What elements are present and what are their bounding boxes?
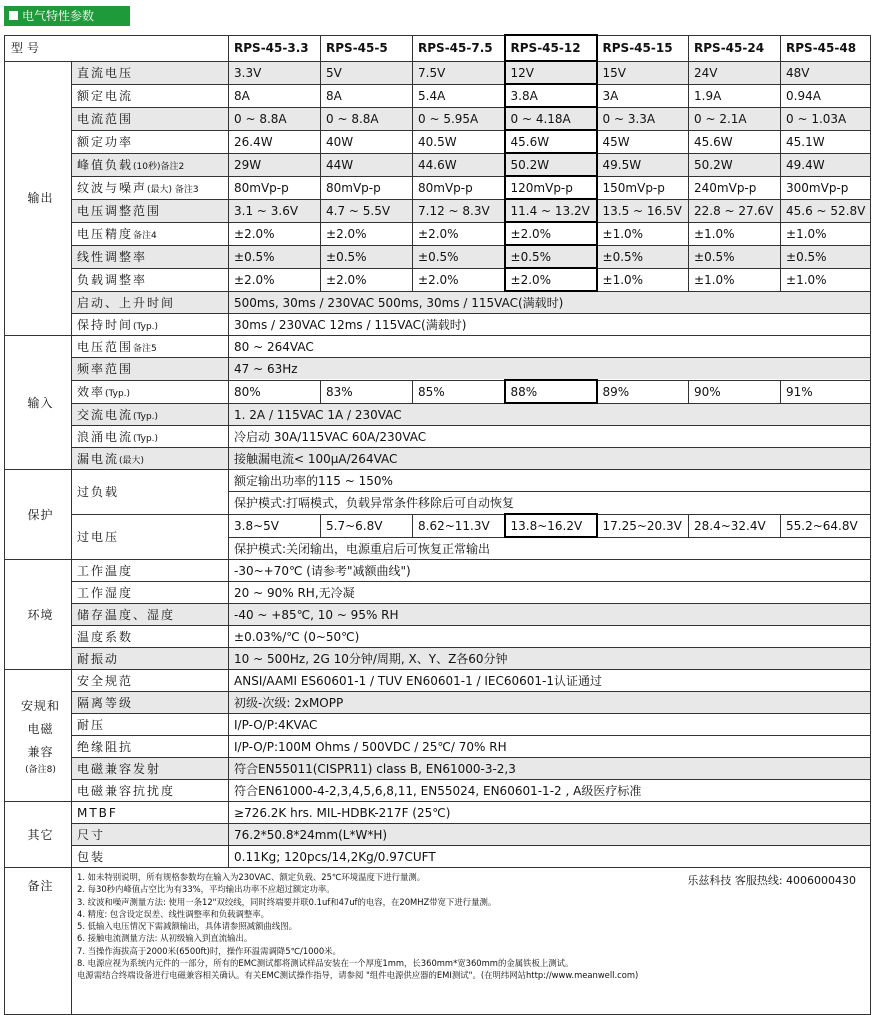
leakage-current-value: 接触漏电流< 100μA/264VAC [229, 448, 871, 470]
rated-power-value: 45W [597, 130, 689, 153]
current-range-value: 0 ~ 4.18A [505, 107, 597, 130]
packing-label-text: 包装 [77, 850, 106, 864]
table-row [5, 153, 871, 176]
model-header: RPS-45-5 [321, 35, 413, 61]
efficiency-value: 90% [689, 380, 781, 403]
withstand-voltage-label-text: 耐压 [77, 718, 106, 732]
group-environment: 环境 [5, 560, 72, 670]
safety-standards-label [72, 670, 229, 692]
rated-current-value: 8A [321, 84, 413, 107]
load-regulation-value: ±2.0% [321, 268, 413, 291]
group-safety-note: (备注8) [25, 765, 56, 775]
adjust-range-label-text: 电压调整范围 [77, 204, 162, 218]
table-row [5, 692, 871, 714]
table-row [5, 626, 871, 648]
peak-load-value: 49.4W [781, 153, 871, 176]
current-range-value: 0 ~ 8.8A [321, 107, 413, 130]
mtbf-value: ≥726.2K hrs. MIL-HDBK-217F (25℃) [229, 802, 871, 824]
table-row [5, 245, 871, 268]
overvoltage-label-text: 过电压 [77, 530, 120, 545]
note-line: 5. 低输入电压情况下需减额输出，具体请参照减额曲线图。 [77, 921, 298, 932]
peak-load-label-text: 峰值负载 [77, 158, 134, 172]
current-range-value: 0 ~ 3.3A [597, 107, 689, 130]
efficiency-value: 85% [413, 380, 505, 403]
table-row [5, 514, 871, 537]
adjust-range-value: 13.5 ~ 16.5V [597, 199, 689, 222]
rated-current-value: 1.9A [689, 84, 781, 107]
dc-voltage-label-text: 直流电压 [77, 66, 134, 80]
ripple-noise-value: 240mVp-p [689, 176, 781, 199]
frequency-range-label [72, 358, 229, 381]
adjust-range-value: 11.4 ~ 13.2V [505, 199, 597, 222]
storage-temp-label-text: 储存温度、湿度 [77, 608, 176, 622]
efficiency-label-text: 效率 [77, 385, 106, 399]
ripple-noise-value: 120mVp-p [505, 176, 597, 199]
overload-range: 额定输出功率的115 ~ 150% [229, 470, 871, 492]
overvoltage-value: 13.8~16.2V [505, 514, 597, 537]
voltage-tolerance-value: ±2.0% [505, 222, 597, 245]
group-output: 输出 [5, 61, 72, 336]
line-regulation-value: ±0.5% [505, 245, 597, 268]
voltage-tolerance-value: ±1.0% [781, 222, 871, 245]
table-row [5, 314, 871, 336]
model-header: RPS-45-15 [597, 35, 689, 61]
rated-current-value: 8A [229, 84, 321, 107]
dimension-label [72, 824, 229, 846]
table-row [5, 35, 871, 61]
voltage-tolerance-label-text: 电压精度 [77, 227, 134, 241]
voltage-tolerance-label [72, 222, 229, 245]
rated-power-label [72, 130, 229, 153]
working-temp-value: -30~+70℃ (请参考"减额曲线") [229, 560, 871, 582]
rated-power-value: 40.5W [413, 130, 505, 153]
notes-content [72, 868, 871, 1015]
model-header: RPS-45-48 [781, 35, 871, 61]
adjust-range-value: 45.6 ~ 52.8V [781, 199, 871, 222]
inrush-current-value: 冷启动 30A/115VAC 60A/230VAC [229, 426, 871, 448]
rated-current-label [72, 84, 229, 107]
rated-power-label-text: 额定功率 [77, 135, 134, 149]
packing-value: 0.11Kg; 120pcs/14,2Kg/0.97CUFT [229, 846, 871, 868]
ripple-noise-label [72, 176, 229, 199]
overvoltage-label [72, 514, 229, 560]
peak-load-value: 44W [321, 153, 413, 176]
line-regulation-value: ±0.5% [229, 245, 321, 268]
leakage-current-label-text: 漏电流 [77, 452, 120, 466]
group-safety-line: 安规和 [20, 699, 60, 713]
isolation-level-label-text: 隔离等级 [77, 696, 134, 710]
group-safety-emc [5, 670, 72, 802]
dc-voltage-value: 12V [505, 61, 597, 84]
note-line: 3. 纹波和噪声测量方法: 使用一条12"双绞线，同时终端要并联0.1uf和47uf的电容，在20MHZ带宽下进行量测。 [77, 896, 497, 907]
current-range-value: 0 ~ 1.03A [781, 107, 871, 130]
section-header [4, 6, 130, 26]
emc-emission-label-text: 电磁兼容发射 [77, 762, 162, 776]
ripple-noise-value: 300mVp-p [781, 176, 871, 199]
current-range-label [72, 107, 229, 130]
note-line: 6. 接触电流测量方法: 从初级输入到直流输出。 [77, 933, 253, 944]
model-header: RPS-45-24 [689, 35, 781, 61]
model-header: RPS-45-12 [505, 35, 597, 61]
table-row [5, 648, 871, 670]
load-regulation-value: ±2.0% [505, 268, 597, 291]
current-range-value: 0 ~ 2.1A [689, 107, 781, 130]
table-row [5, 130, 871, 153]
inrush-current-label-text: 浪涌电流 [77, 430, 134, 444]
rated-power-value: 45.6W [505, 130, 597, 153]
isolation-resistance-label-text: 绝缘阻抗 [77, 740, 134, 754]
emc-immunity-value: 符合EN61000-4-2,3,4,5,6,8,11, EN55024, EN60601-1-2 , A级医疗标准 [229, 780, 871, 802]
working-humidity-label [72, 582, 229, 604]
peak-load-label [72, 153, 229, 176]
working-humidity-label-text: 工作湿度 [77, 586, 134, 600]
load-regulation-value: ±2.0% [413, 268, 505, 291]
section-title: 电气特性参数 [22, 9, 95, 23]
dc-voltage-value: 3.3V [229, 61, 321, 84]
overvoltage-value: 55.2~64.8V [781, 514, 871, 537]
voltage-tolerance-value: ±2.0% [321, 222, 413, 245]
table-row [5, 358, 871, 381]
ac-current-label-sub: (Typ.) [133, 411, 159, 422]
dc-voltage-value: 15V [597, 61, 689, 84]
overload-label-text: 过负载 [77, 485, 120, 500]
table-row [5, 560, 871, 582]
emc-emission-value: 符合EN55011(CISPR11) class B, EN61000-3-2,3 [229, 758, 871, 780]
vibration-label [72, 648, 229, 670]
voltage-tolerance-value: ±2.0% [229, 222, 321, 245]
peak-load-value: 50.2W [689, 153, 781, 176]
inrush-current-label [72, 426, 229, 448]
overvoltage-value: 3.8~5V [229, 514, 321, 537]
note-line: 1. 如未特别说明，所有规格参数均在输入为230VAC、额定负载、25℃环境温度下进行量测。 [77, 872, 426, 882]
line-regulation-value: ±0.5% [689, 245, 781, 268]
overload-mode: 保护模式:打嗝模式，负载异常条件移除后可自动恢复 [229, 492, 871, 515]
table-row [5, 670, 871, 692]
current-range-value: 0 ~ 8.8A [229, 107, 321, 130]
note-line: 8. 电源应视为系统内元件的一部分，所有的EMC测试都将测试样品安装在一个厚度1mm，长360mm*宽360mm的金属铁板上测试。 [77, 958, 574, 969]
voltage-tolerance-value: ±2.0% [413, 222, 505, 245]
note-line: 4. 精度: 包含设定误差、线性调整率和负载调整率。 [77, 908, 270, 919]
table-row [5, 802, 871, 824]
table-row [5, 336, 871, 358]
table-row [5, 380, 871, 403]
ac-current-label-text: 交流电流 [77, 407, 134, 422]
line-regulation-label [72, 245, 229, 268]
table-row [5, 868, 871, 1015]
group-safety-line: 电磁 [27, 722, 54, 736]
table-row [5, 604, 871, 626]
emc-immunity-label-text: 电磁兼容抗扰度 [77, 784, 176, 798]
ac-current-label [72, 403, 229, 426]
rated-power-value: 45.6W [689, 130, 781, 153]
packing-label [72, 846, 229, 868]
input-voltage-range-label-sub: 备注5 [133, 344, 157, 354]
adjust-range-value: 4.7 ~ 5.5V [321, 199, 413, 222]
table-row [5, 199, 871, 222]
table-row [5, 582, 871, 604]
table-row [5, 758, 871, 780]
storage-temp-value: -40 ~ +85℃, 10 ~ 95% RH [229, 604, 871, 626]
overvoltage-value: 5.7~6.8V [321, 514, 413, 537]
inrush-current-label-sub: (Typ.) [133, 434, 159, 444]
input-voltage-range-label [72, 336, 229, 358]
peak-load-value: 44.6W [413, 153, 505, 176]
table-row [5, 448, 871, 470]
withstand-voltage-label [72, 714, 229, 736]
load-regulation-label-text: 负载调整率 [77, 273, 148, 287]
isolation-level-label [72, 692, 229, 714]
line-regulation-value: ±0.5% [413, 245, 505, 268]
emc-emission-label [72, 758, 229, 780]
adjust-range-value: 7.12 ~ 8.3V [413, 199, 505, 222]
line-regulation-value: ±0.5% [597, 245, 689, 268]
dimension-value: 76.2*50.8*24mm(L*W*H) [229, 824, 871, 846]
table-row [5, 470, 871, 492]
table-row [5, 736, 871, 758]
vibration-value: 10 ~ 500Hz, 2G 10分钟/周期, X、Y、Z各60分钟 [229, 648, 871, 670]
adjust-range-label [72, 199, 229, 222]
frequency-range-label-text: 频率范围 [77, 362, 134, 377]
efficiency-value: 89% [597, 380, 689, 403]
overvoltage-value: 8.62~11.3V [413, 514, 505, 537]
load-regulation-value: ±1.0% [781, 268, 871, 291]
isolation-resistance-label [72, 736, 229, 758]
overvoltage-value: 17.25~20.3V [597, 514, 689, 537]
dc-voltage-value: 7.5V [413, 61, 505, 84]
note-line: 电源需结合终端设备进行电磁兼容相关确认。有关EMC测试操作指导，请参阅 "组件电源供应器的EMI测试"。(在明纬网站http://www.meanwell.com) [77, 970, 639, 981]
rated-power-value: 45.1W [781, 130, 871, 153]
mtbf-label [72, 802, 229, 824]
ripple-noise-label-sub: (最大) 备注3 [147, 185, 199, 195]
group-input: 输入 [5, 336, 72, 470]
table-row [5, 403, 871, 426]
model-header: RPS-45-7.5 [413, 35, 505, 61]
efficiency-value: 91% [781, 380, 871, 403]
peak-load-label-sub: (10秒)备注2 [133, 162, 185, 172]
voltage-tolerance-label-sub: 备注4 [133, 231, 157, 241]
ripple-noise-value: 80mVp-p [229, 176, 321, 199]
overvoltage-mode: 保护模式:关闭输出，电源重启后可恢复正常输出 [229, 537, 871, 560]
note-line: 2. 每30秒内峰值占空比为有33%，平均输出功率不应超过额定功率。 [77, 884, 335, 895]
rated-current-value: 5.4A [413, 84, 505, 107]
note-line: 7. 当操作海拔高于2000米(6500ft)时，操作环温需调降5℃/1000米。 [77, 945, 341, 956]
dc-voltage-value: 24V [689, 61, 781, 84]
efficiency-label-sub: (Typ.) [105, 389, 131, 399]
isolation-resistance-value: I/P-O/P:100M Ohms / 500VDC / 25℃/ 70% RH [229, 736, 871, 758]
frequency-range-value: 47 ~ 63Hz [229, 358, 871, 381]
current-range-label-text: 电流范围 [77, 112, 134, 126]
hold-time-value: 30ms / 230VAC 12ms / 115VAC(满载时) [229, 314, 871, 336]
ripple-noise-value: 80mVp-p [321, 176, 413, 199]
leakage-current-label-sub: (最大) [119, 456, 145, 466]
rise-time-label-text: 启动、上升时间 [77, 295, 176, 310]
rise-time-value: 500ms, 30ms / 230VAC 500ms, 30ms / 115VAC(满载时) [229, 291, 871, 314]
efficiency-label [72, 380, 229, 403]
group-safety-line: 兼容 [27, 745, 54, 759]
mtbf-label-text: MTBF [77, 805, 118, 820]
hotline-text: 乐兹科技 客服热线: 4006000430 [687, 874, 857, 887]
load-regulation-label [72, 268, 229, 291]
table-row [5, 780, 871, 802]
load-regulation-value: ±1.0% [689, 268, 781, 291]
efficiency-value: 80% [229, 380, 321, 403]
table-row [5, 268, 871, 291]
temp-coefficient-value: ±0.03%/℃ (0~50℃) [229, 626, 871, 648]
rated-current-value: 3.8A [505, 84, 597, 107]
voltage-tolerance-value: ±1.0% [689, 222, 781, 245]
table-row [5, 291, 871, 314]
ripple-noise-label-text: 纹波与噪声 [77, 181, 148, 195]
ripple-noise-value: 80mVp-p [413, 176, 505, 199]
safety-standards-label-text: 安全规范 [77, 674, 134, 688]
emc-immunity-label [72, 780, 229, 802]
table-row [5, 84, 871, 107]
current-range-value: 0 ~ 5.95A [413, 107, 505, 130]
hold-time-label-text: 保持时间 [77, 318, 134, 332]
model-label: 型号 [5, 35, 229, 61]
isolation-level-value: 初级-次级: 2xMOPP [229, 692, 871, 714]
temp-coefficient-label-text: 温度系数 [77, 630, 134, 644]
overvoltage-value: 28.4~32.4V [689, 514, 781, 537]
rise-time-label [72, 291, 229, 314]
rated-current-value: 3A [597, 84, 689, 107]
voltage-tolerance-value: ±1.0% [597, 222, 689, 245]
group-others: 其它 [5, 802, 72, 868]
efficiency-value: 83% [321, 380, 413, 403]
working-temp-label [72, 560, 229, 582]
dc-voltage-value: 48V [781, 61, 871, 84]
efficiency-value: 88% [505, 380, 597, 403]
peak-load-value: 29W [229, 153, 321, 176]
peak-load-value: 50.2W [505, 153, 597, 176]
load-regulation-value: ±2.0% [229, 268, 321, 291]
group-protection: 保护 [5, 470, 72, 560]
dc-voltage-value: 5V [321, 61, 413, 84]
input-voltage-range-label-text: 电压范围 [77, 340, 134, 354]
dimension-label-text: 尺寸 [77, 828, 106, 842]
hold-time-label-sub: (Typ.) [133, 322, 159, 332]
square-icon [9, 11, 18, 20]
load-regulation-value: ±1.0% [597, 268, 689, 291]
input-voltage-range-value: 80 ~ 264VAC [229, 336, 871, 358]
withstand-voltage-value: I/P-O/P:4KVAC [229, 714, 871, 736]
table-row [5, 61, 871, 84]
overload-label [72, 470, 229, 515]
table-row [5, 107, 871, 130]
working-temp-label-text: 工作温度 [77, 564, 134, 578]
dc-voltage-label [72, 61, 229, 84]
ac-current-value: 1. 2A / 115VAC 1A / 230VAC [229, 403, 871, 426]
model-header: RPS-45-3.3 [229, 35, 321, 61]
group-notes: 备注 [5, 868, 72, 1015]
rated-current-label-text: 额定电流 [77, 89, 134, 103]
table-row [5, 176, 871, 199]
safety-standards-value: ANSI/AAMI ES60601-1 / TUV EN60601-1 / IEC60601-1认证通过 [229, 670, 871, 692]
storage-temp-label [72, 604, 229, 626]
line-regulation-label-text: 线性调整率 [77, 250, 148, 264]
adjust-range-value: 22.8 ~ 27.6V [689, 199, 781, 222]
line-regulation-value: ±0.5% [321, 245, 413, 268]
table-row [5, 846, 871, 868]
line-regulation-value: ±0.5% [781, 245, 871, 268]
rated-power-value: 40W [321, 130, 413, 153]
spec-table [4, 34, 871, 1015]
table-row [5, 222, 871, 245]
working-humidity-value: 20 ~ 90% RH,无冷凝 [229, 582, 871, 604]
table-row [5, 426, 871, 448]
rated-current-value: 0.94A [781, 84, 871, 107]
leakage-current-label [72, 448, 229, 470]
temp-coefficient-label [72, 626, 229, 648]
peak-load-value: 49.5W [597, 153, 689, 176]
ripple-noise-value: 150mVp-p [597, 176, 689, 199]
hold-time-label [72, 314, 229, 336]
table-row [5, 714, 871, 736]
table-row [5, 824, 871, 846]
adjust-range-value: 3.1 ~ 3.6V [229, 199, 321, 222]
vibration-label-text: 耐振动 [77, 652, 120, 666]
rated-power-value: 26.4W [229, 130, 321, 153]
